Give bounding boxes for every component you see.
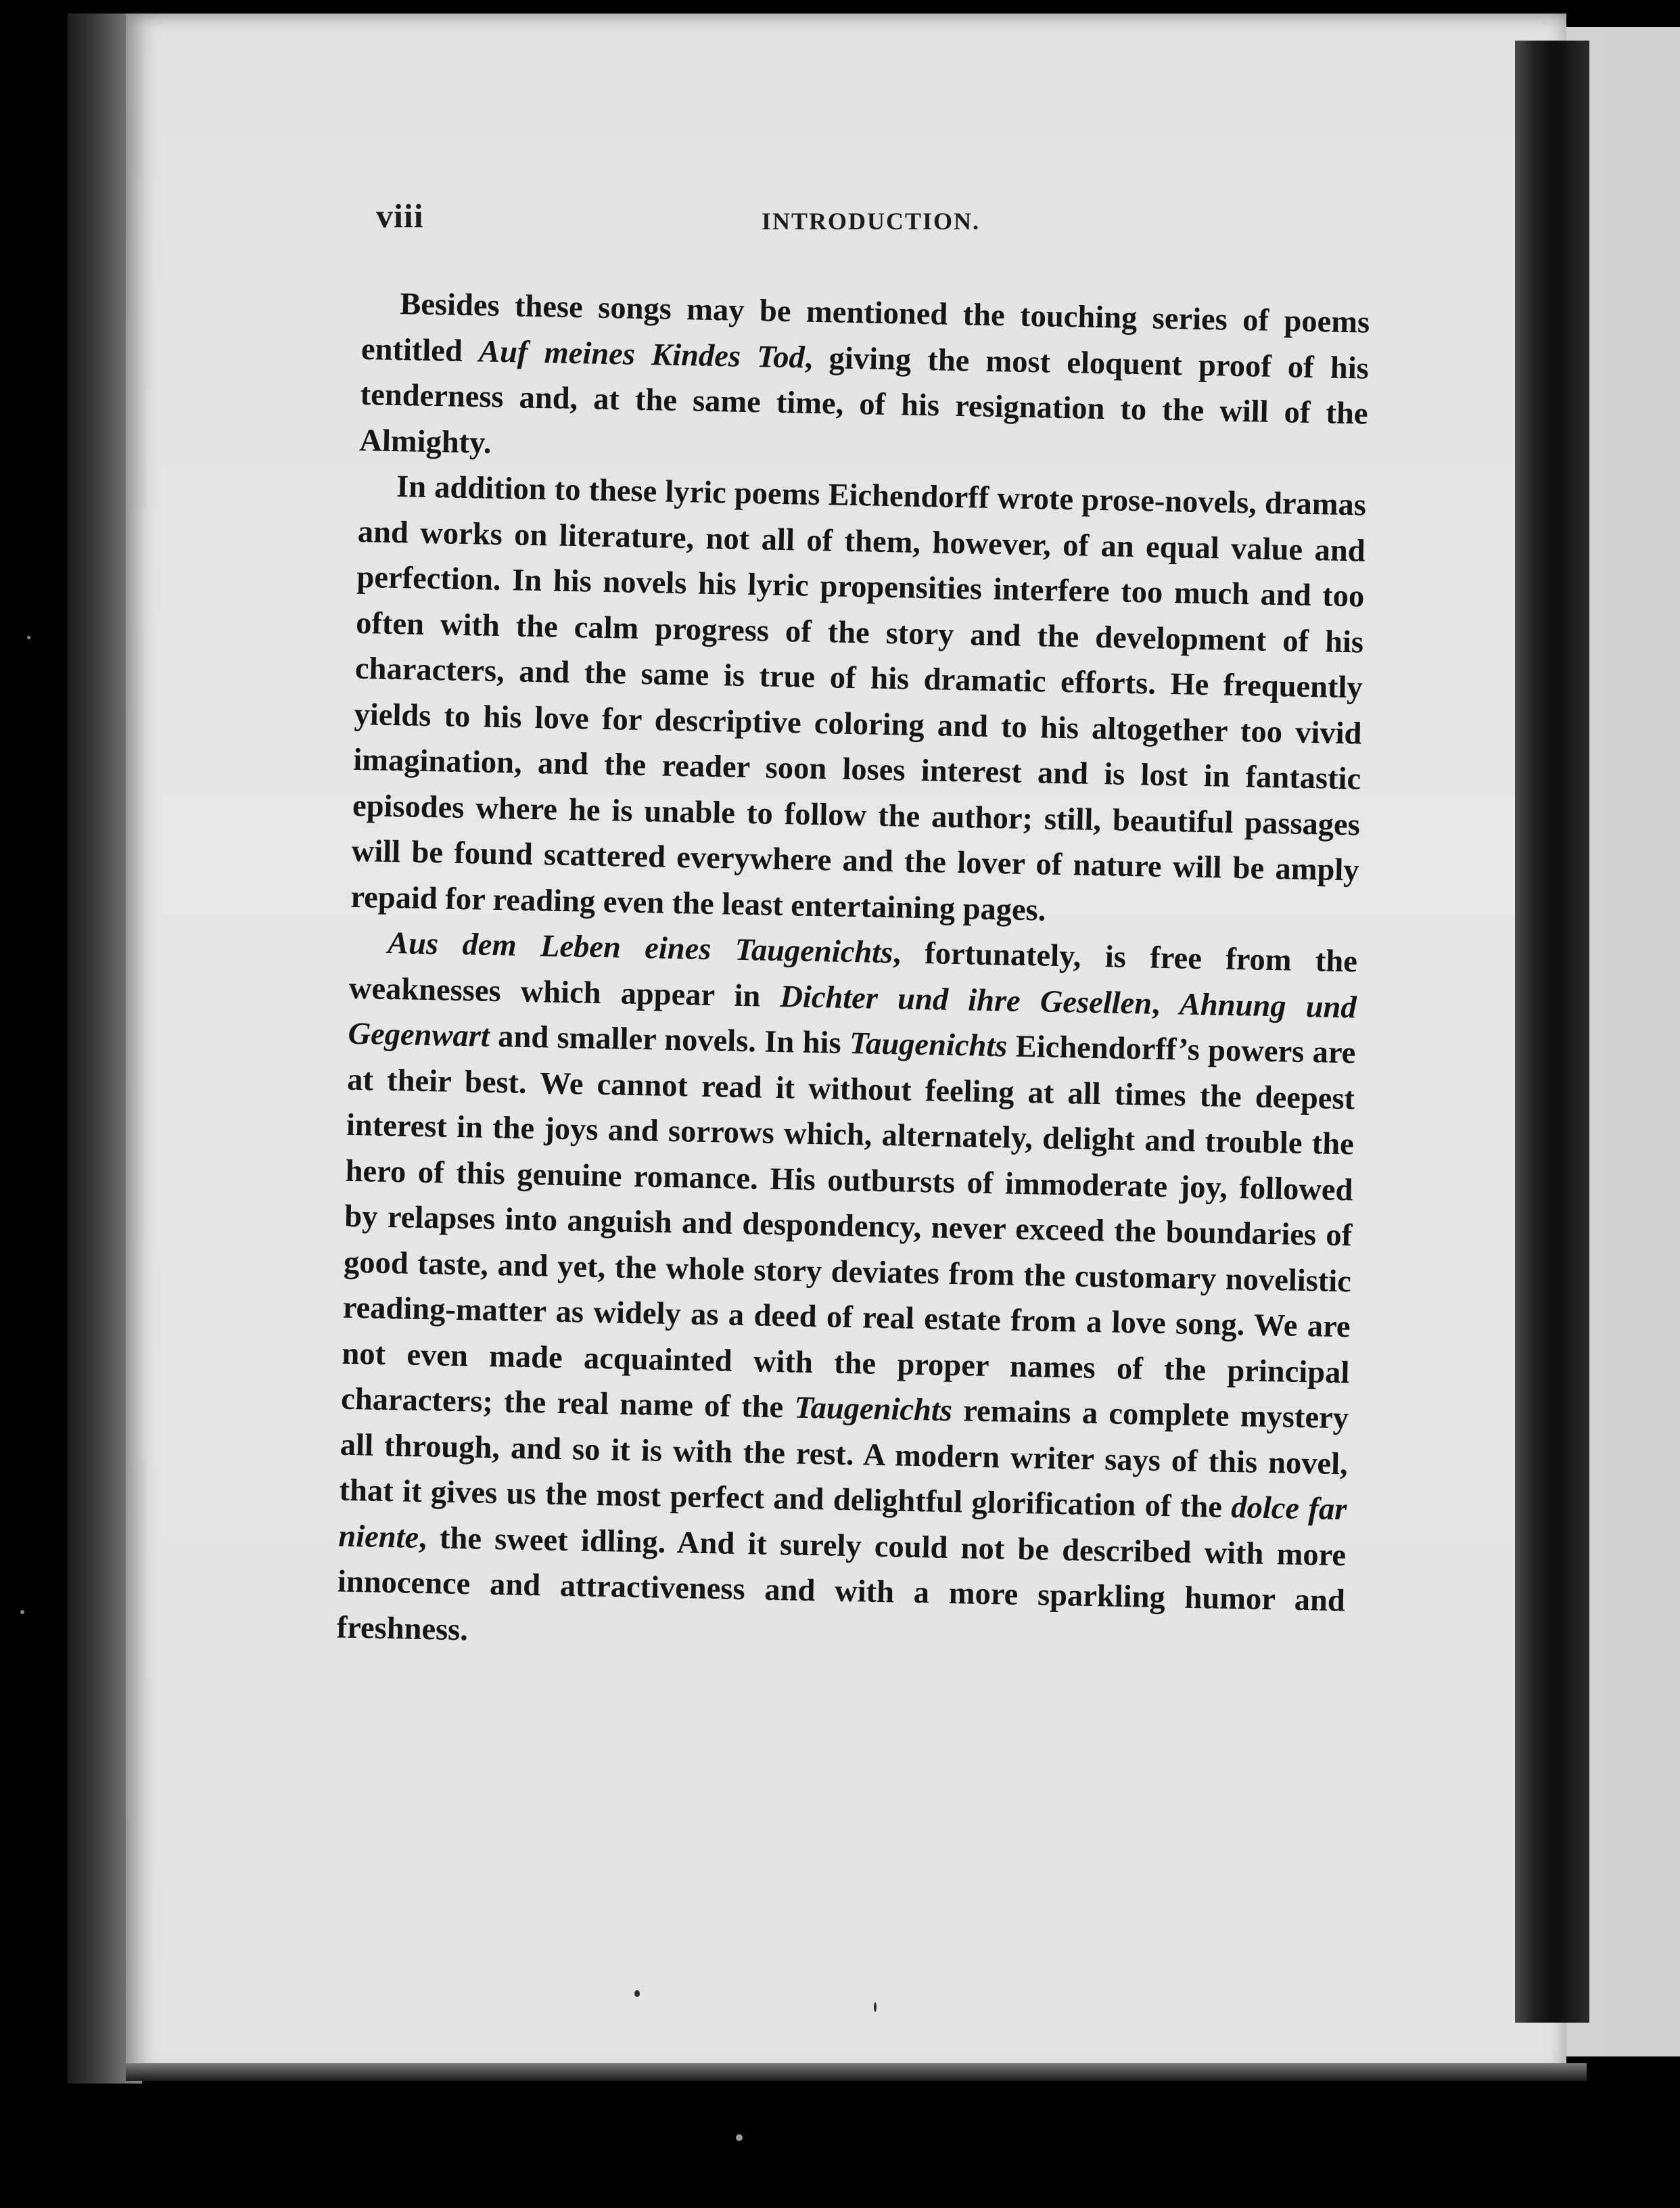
text-run: , — [1151, 986, 1180, 1021]
text-run: Besides these songs may be mentioned the touching series of poems entitled — [360, 287, 1370, 369]
scan-speck — [736, 2134, 743, 2141]
italic-phrase: dolce far niente — [337, 1490, 1347, 1555]
italic-title: Auf meines Kindes Tod — [478, 334, 806, 375]
paragraph — [336, 920, 1357, 1670]
scan-speck — [634, 1990, 640, 1997]
page-number: viii — [376, 197, 424, 235]
italic-title: Aus dem Leben eines Taugenichts — [387, 925, 893, 971]
text-run: and smaller novels. In his — [489, 1019, 850, 1061]
page-bottom-edge — [126, 2063, 1587, 2081]
italic-title: Ahnung und Gegenwart — [348, 986, 1357, 1054]
scan-speck — [20, 1610, 24, 1614]
paragraph — [350, 463, 1367, 939]
body-text — [336, 281, 1370, 1670]
italic-title: Dichter und ihre Gesellen — [779, 979, 1152, 1021]
scan-speck — [874, 2002, 877, 2012]
italic-title: Taugenichts — [794, 1390, 953, 1429]
scan-speck — [27, 636, 30, 639]
text-run: Eichendorff’s powers are at their best. We cannot read it without feeling at all times the deepest interest in the joys and sorrows which, alternately, delight and trouble the hero of this genuine romance. His outbursts of immoderate joy, followed by relapses into anguish and despondency, never exceed the boundaries of good taste, and yet, the whole story deviates from the customary novelistic reading-matter as widely as a deed of real estate from a love song. We are not even made acquainted with the proper names of the principal characters; the real name of the — [340, 1029, 1356, 1425]
italic-title: Taugenichts — [849, 1026, 1008, 1064]
page-header — [376, 196, 1370, 250]
text-run: , the sweet idling. And it surely could not be described with more innocence and attractiveness and with a more sparkling humor and freshness. — [336, 1520, 1347, 1647]
book-binding-gutter — [1515, 41, 1589, 2023]
paragraph — [359, 281, 1370, 483]
text-run: In addition to these lyric poems Eichendorff wrote prose-novels, dramas and works on literature, not all of them, however, of an equal value and perfection. In his novels his lyric propensities interfere too much and too often with the calm progress of the story and the development of his characters, and the same is true of his dramatic efforts. He frequently yields to his love for descriptive coloring and to his altogether too vivid imagination, and the reader soon loses interest and is lost in fantastic episodes where he is unable to follow the author; still, beautiful passages will be found scattered everywhere and the lover of nature will be amply repaid for reading even the least entertaining pages. — [350, 469, 1367, 928]
text-run: , giving the most eloquent proof of his tenderness and, at the same time, of his resignation to the will of the Almighty. — [358, 340, 1370, 461]
running-head: INTRODUCTION. — [762, 208, 981, 235]
text-run: , fortunately, is free from the weaknesses which appear in — [348, 936, 1358, 1014]
text-run: remains a complete mystery all through, and so it is with the rest. A modern writer says of this novel, that it gives us the most perfect and delightful glorification of the — [339, 1394, 1349, 1525]
